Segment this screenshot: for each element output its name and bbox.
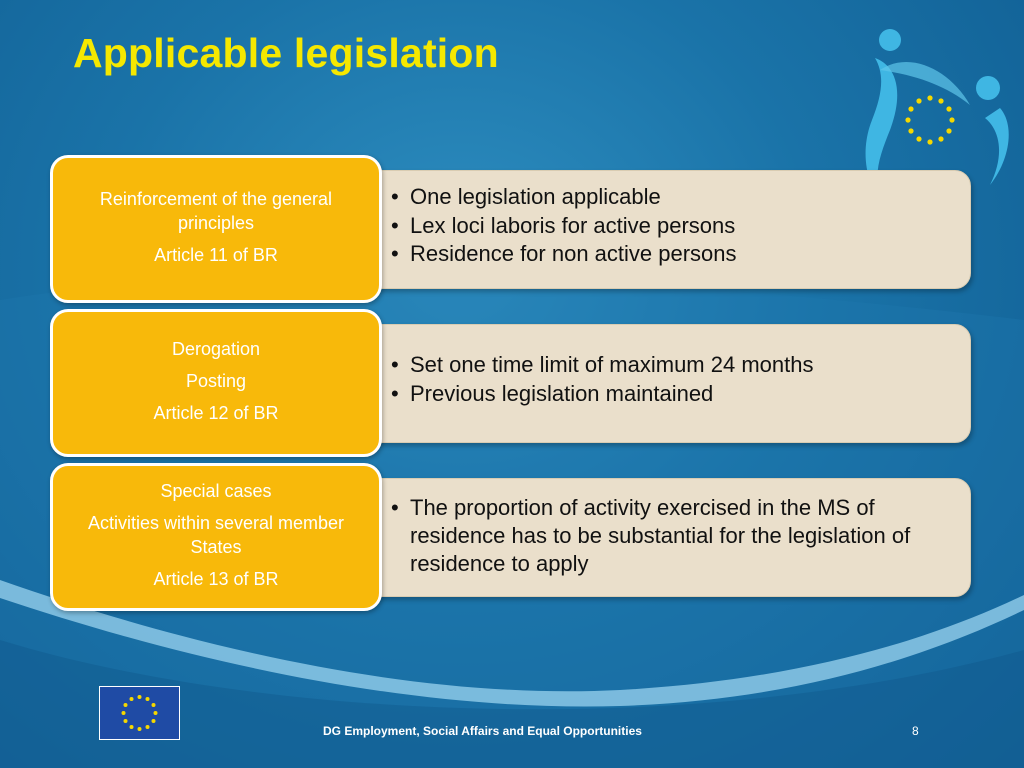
label-subheading: Posting: [185, 370, 247, 391]
slide-title: Applicable legislation: [73, 30, 499, 76]
label-heading: Derogation: [171, 339, 261, 359]
label-subheading: Activities within several member States: [87, 512, 345, 557]
bullet-item: • Set one time limit of maximum 24 months: [391, 352, 814, 377]
bullet-item: • One legislation applicable: [391, 184, 661, 209]
label-heading: Special cases: [160, 481, 272, 501]
page-number: 8: [912, 724, 919, 738]
bullet-item: • Previous legislation maintained: [391, 380, 714, 406]
bullet-item: • Residence for non active persons: [391, 241, 737, 267]
label-heading: Reinforcement of the general principles: [99, 189, 333, 233]
bullet-box-3: [340, 478, 971, 597]
star-ring: [905, 95, 954, 144]
label-box-2: [50, 309, 382, 457]
label-article: Article 13 of BR: [153, 568, 279, 589]
label-box-1: [50, 155, 382, 303]
bullet-box-1: [340, 170, 971, 289]
footer-text: DG Employment, Social Affairs and Equal Opportunities: [323, 724, 642, 738]
bullet-box-2: [340, 324, 971, 443]
bullet-item: • The proportion of activity exercised in the MS of residence has to be substantial for the legislation of residence to apply: [391, 495, 911, 577]
eu-flag-icon: [99, 686, 180, 740]
label-article: Article 12 of BR: [153, 402, 279, 423]
label-box-3: [50, 463, 382, 611]
bullet-item: • Lex loci laboris for active persons: [391, 212, 736, 238]
label-article: Article 11 of BR: [154, 244, 278, 265]
